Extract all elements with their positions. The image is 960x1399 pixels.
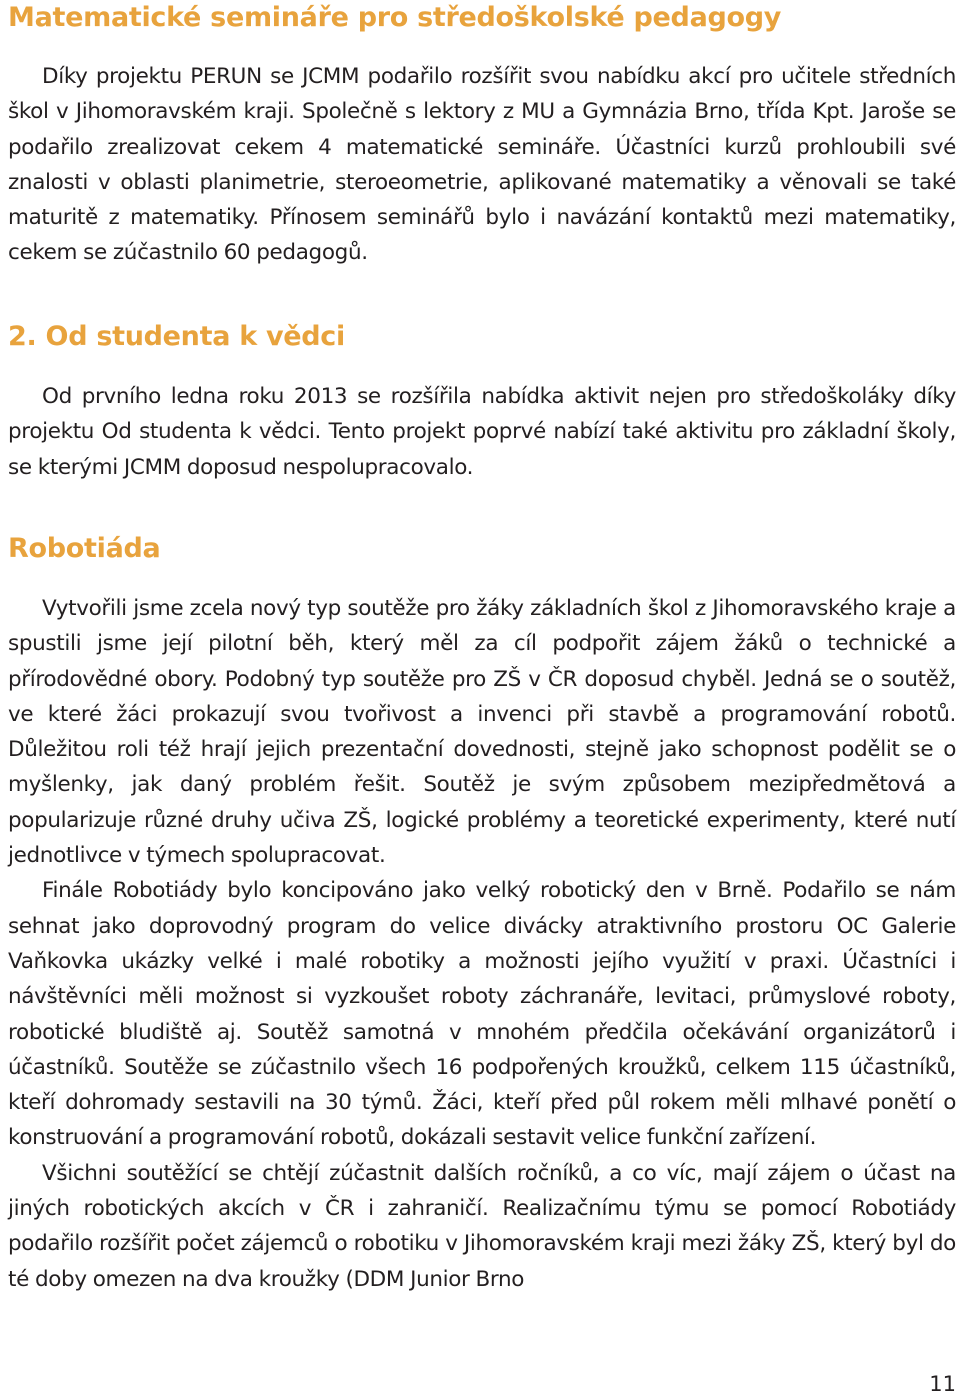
section-body-student-scientist — [8, 379, 956, 485]
section-heading-robotiada: Robotiáda — [8, 533, 161, 564]
paragraph: Od prvního ledna roku 2013 se rozšířila nabídka aktivit nejen pro středoškoláky díky projektu Od studenta k vědci. Tento projekt poprvé nabízí také aktivitu pro základní školy, se kterými JCMM doposud nespolupracovalo. — [8, 384, 956, 480]
section-body-robotiada — [8, 591, 956, 1297]
page-number: 11 — [929, 1372, 956, 1396]
paragraph: Finále Robotiády bylo koncipováno jako velký robotický den v Brně. Podařilo se nám sehnat jako doprovodný program do velice divácky atraktivního prostoru OC Galerie Vaňkovka ukázky velké i malé robotiky a možnosti jejího využití v praxi. Účastníci i návštěvníci měli možnost si vyzkoušet roboty záchranáře, levitaci, průmyslové roboty, robotické bludiště aj. Soutěž samotná v mnohém předčila očekávání organizátorů i účastníků. Soutěže se zúčastnilo všech 16 podpořených kroužků, celkem 115 účastníků, kteří dohromady sestavili na 30 týmů. Žáci, kteří před půl rokem měli mlhavé ponětí o konstruování a programování robotů, dokázali sestavit velice funkční zařízení. — [8, 878, 956, 1151]
paragraph: Všichni soutěžící se chtějí zúčastnit dalších ročníků, a co víc, mají zájem o účast na jiných robotických akcích v ČR i zahraničí. Realizačnímu týmu se pomocí Robotiády podařilo rozšířit počet zájemců o robotiku v Jihomoravském kraji mezi žáky ZŠ, který byl do té doby omezen na dva kroužky (DDM Junior Brno — [8, 1160, 956, 1292]
paragraph: Díky projektu PERUN se JCMM podařilo rozšířit svou nabídku akcí pro učitele středních škol v Jihomoravském kraji. Společně s lektory z MU a Gymnázia Brno, třída Kpt. Jaroše se podařilo zrealizovat cekem 4 matematické semináře. Účastníci kurzů prohloubili své znalosti v oblasti planimetrie, steroeometrie, aplikované matematiky a věnovali se také maturitě z matematiky. Přínosem seminářů bylo i navázání kontaktů mezi matematiky, cekem se zúčastnilo 60 pedagogů. — [8, 64, 956, 266]
section-heading-seminars: Matematické semináře pro středoškolské pedagogy — [8, 2, 782, 33]
section-body-seminars — [8, 59, 956, 271]
section-heading-student-scientist: 2. Od studenta k vědci — [8, 321, 345, 352]
paragraph: Vytvořili jsme zcela nový typ soutěže pro žáky základních škol z Jihomoravského kraje a spustili jsme její pilotní běh, který měl za cíl podpořit zájem žáků o technické a přírodovědné obory. Podobný typ soutěže pro ZŠ v ČR doposud chyběl. Jedná se o soutěž, ve které žáci prokazují svou tvořivost a invenci při stavbě a programování robotů. Důležitou roli též hrají jejich prezentační dovednosti, stejně jako schopnost podělit se o myšlenky, jak daný problém řešit. Soutěž je svým způsobem mezipředmětová a popularizuje různé druhy učiva ZŠ, logické problémy a teoretické experimenty, které nutí jednotlivce v týmech spolupracovat. — [8, 596, 956, 869]
